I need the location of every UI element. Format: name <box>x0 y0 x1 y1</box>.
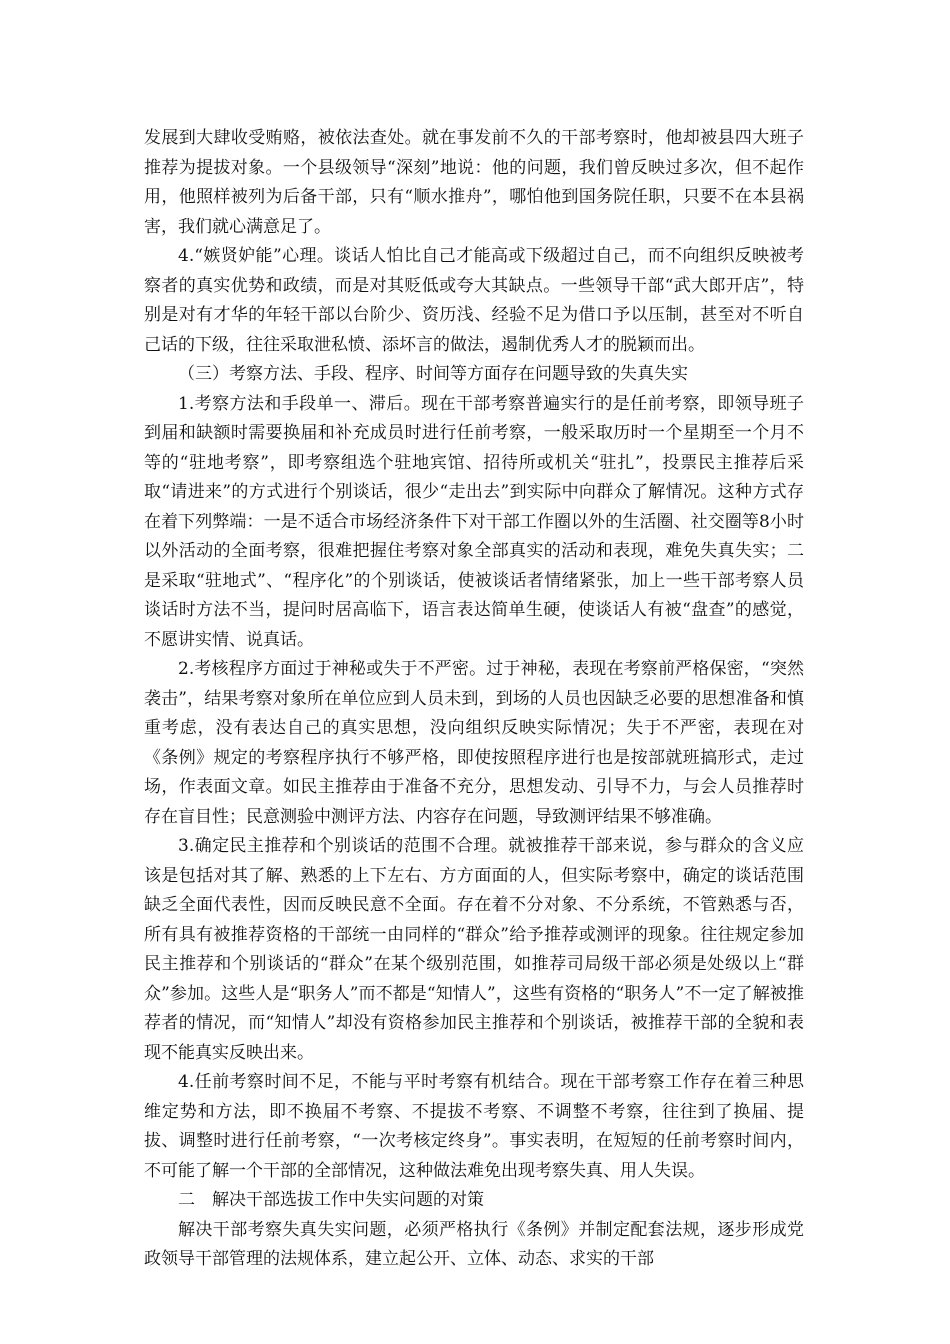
paragraph-5: 2.考核程序方面过于神秘或失于不严密。过于神秘，表现在考察前严格保密，“突然袭击”，结果考察对象所在单位应到人员未到，到场的人员也因缺乏必要的思想准备和慎重考虑，没有表达自己的真实思想，没向组织反映实际情况；失于不严密，表现在对《条例》规定的考察程序执行不够严格，即使按照程序进行也是按部就班搞形式，走过场，作表面文章。如民主推荐由于准备不充分，思想发动、引导不力，与会人员推荐时存在盲目性；民意测验中测评方法、内容存在问题，导致测评结果不够准确。 <box>144 659 804 827</box>
paragraph-6: 3.确定民主推荐和个别谈话的范围不合理。就被推荐干部来说，参与群众的含义应该是包括对其了解、熟悉的上下左右、方方面面的人，但实际考察中，确定的谈话范围缺乏全面代表性，因而反映民意不全面。存在着不分对象、不分系统，不管熟悉与否，所有具有被推荐资格的干部统一由同样的“群众”给予推荐或测评的现象。往往规定参加民主推荐和个别谈话的“群众”在某个级别范围，如推荐司局级干部必须是处级以上“群众”参加。这些人是“职务人”而不都是“知情人”，这些有资格的“职务人”不一定了解被推荐者的情况，而“知情人”却没有资格参加民主推荐和个别谈话，被推荐干部的全貌和表现不能真实反映出来。 <box>144 836 804 1063</box>
section-heading-2: 二 解决干部选拔工作中失实问题的对策 <box>178 1190 484 1210</box>
paragraph-2: 4.“嫉贤妒能”心理。谈话人怕比自己才能高或下级超过自己，而不向组织反映被考察者的真实优势和政绩，而是对其贬低或夸大其缺点。一些领导干部“武大郎开店”，特别是对有才华的年轻干部以台阶少、资历浅、经验不足为借口予以压制，甚至对不听自己话的下级，往往采取泄私愤、添坏言的做法，遏制优秀人才的脱颖而出。 <box>144 246 804 355</box>
paragraph-1: 发展到大肆收受贿赂，被依法查处。就在事发前不久的干部考察时，他却被县四大班子推荐为提拔对象。一个县级领导“深刻”地说：他的问题，我们曾反映过多次，但不起作用，他照样被列为后备干部，只有“顺水推舟”，哪怕他到国务院任职，只要不在本县祸害，我们就心满意足了。 <box>144 128 804 237</box>
document-page <box>144 124 804 1275</box>
paragraph-4: 1.考察方法和手段单一、滞后。现在干部考察普遍实行的是任前考察，即领导班子到届和缺额时需要换届和补充成员时进行任前考察，一般采取历时一个星期至一个月不等的“驻地考察”，即考察组选个驻地宾馆、招待所或机关“驻扎”，投票民主推荐后采取“请进来”的方式进行个别谈话，很少“走出去”到实际中向群众了解情况。这种方式存在着下列弊端：一是不适合市场经济条件下对干部工作圈以外的生活圈、社交圈等8小时以外活动的全面考察，很难把握住考察对象全部真实的活动和表现，难免失真失实；二是采取“驻地式”、“程序化”的个别谈话，使被谈话者情绪紧张，加上一些干部考察人员谈话时方法不当，提问时居高临下，语言表达简单生硬，使谈话人有被“盘查”的感觉，不愿讲实情、说真话。 <box>144 393 804 650</box>
section-heading-3: （三）考察方法、手段、程序、时间等方面存在问题导致的失真失实 <box>178 364 688 384</box>
paragraph-9: 解决干部考察失真失实问题，必须严格执行《条例》并制定配套法规，逐步形成党政领导干部管理的法规体系，建立起公开、立体、动态、求实的干部 <box>144 1219 804 1269</box>
paragraph-7: 4.任前考察时间不足，不能与平时考察有机结合。现在干部考察工作存在着三种思维定势和方法，即不换届不考察、不提拔不考察、不调整不考察，往往到了换届、提拔、调整时进行任前考察，“一次考核定终身”。事实表明，在短短的任前考察时间内，不可能了解一个干部的全部情况，这种做法难免出现考察失真、用人失误。 <box>144 1072 804 1181</box>
